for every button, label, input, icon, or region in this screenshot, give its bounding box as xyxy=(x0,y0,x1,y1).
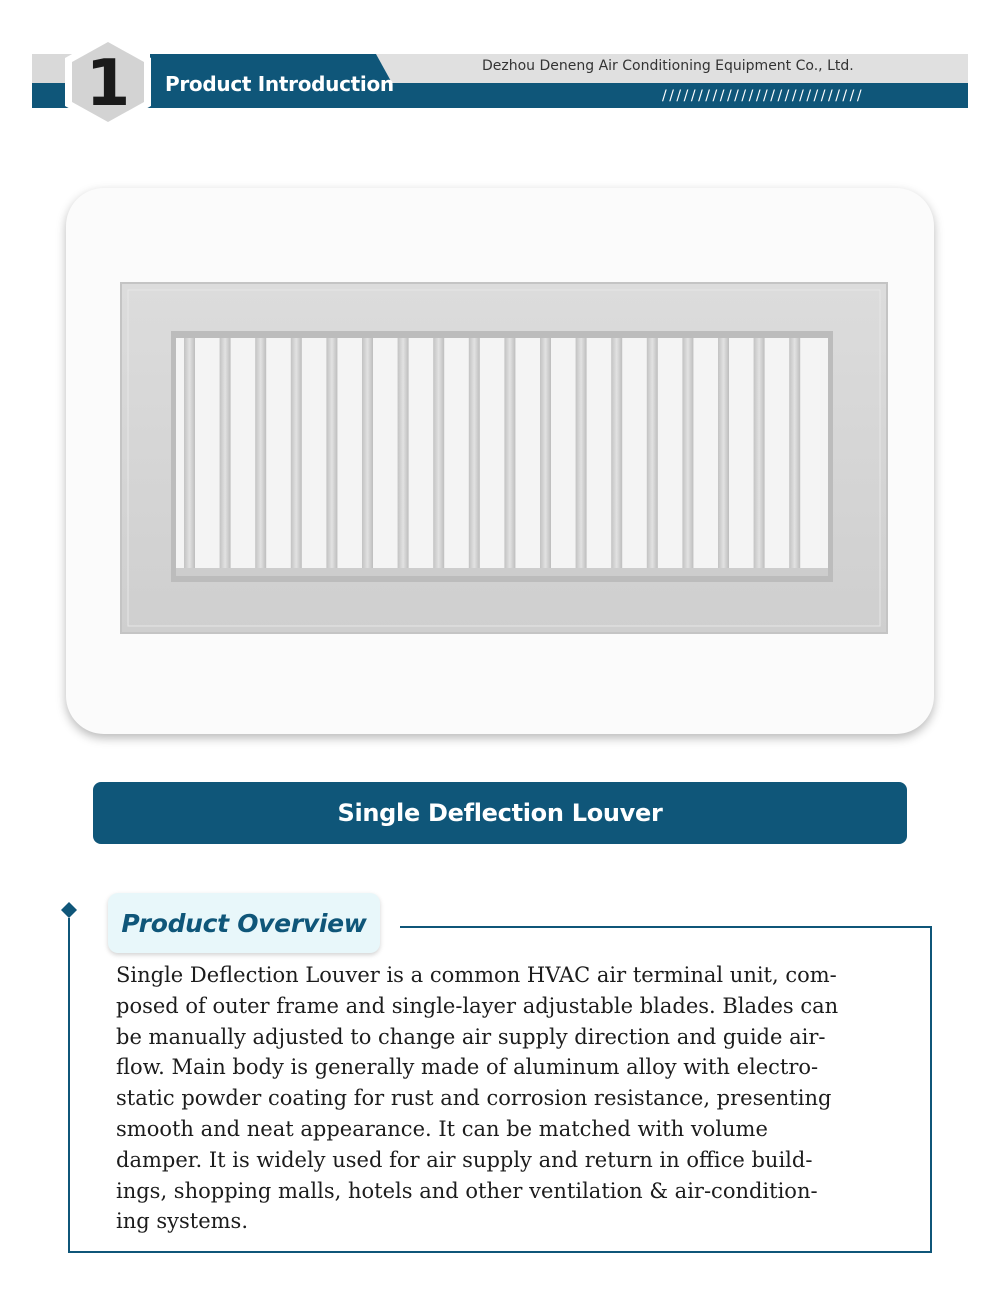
company-name: Dezhou Deneng Air Conditioning Equipment Co., Ltd. xyxy=(482,58,854,74)
overview-line: ing systems. xyxy=(116,1209,249,1234)
louver-blade xyxy=(718,338,729,576)
section-title: Product Introduction xyxy=(165,72,394,96)
louver-blade xyxy=(789,338,800,576)
louver-blade xyxy=(469,338,480,576)
overview-line: posed of outer frame and single-layer adjustable blades. Blades can xyxy=(116,993,839,1018)
header-banner xyxy=(0,0,1000,140)
overview-body xyxy=(116,960,886,1237)
louver-blade xyxy=(647,338,658,576)
overview-heading: Product Overview xyxy=(121,908,367,938)
overview-line: smooth and neat appearance. It can be matched with volume xyxy=(116,1116,768,1141)
louver-blade xyxy=(326,338,337,576)
overview-line: flow. Main body is generally made of aluminum alloy with electro- xyxy=(116,1055,819,1080)
louver-blade xyxy=(754,338,765,576)
product-name: Single Deflection Louver xyxy=(337,799,663,827)
louver-photo-icon xyxy=(66,188,934,734)
decorative-slashes: //////////////////////////// xyxy=(662,88,865,104)
product-photo-card xyxy=(66,188,934,734)
louver-blade xyxy=(611,338,622,576)
overview-line: be manually adjusted to change air supply direction and guide air- xyxy=(116,1024,826,1049)
louver-blade xyxy=(255,338,266,576)
louver-blade xyxy=(220,338,231,576)
louver-blade xyxy=(433,338,444,576)
louver-blade xyxy=(682,338,693,576)
louver-blade xyxy=(504,338,515,576)
louver-blade xyxy=(184,338,195,576)
overview-heading-tab xyxy=(108,893,380,953)
overview-line: Single Deflection Louver is a common HVAC air terminal unit, com- xyxy=(116,963,837,987)
overview-line: damper. It is widely used for air supply and return in office build- xyxy=(116,1147,813,1172)
louver-blade xyxy=(362,338,373,576)
product-name-bar xyxy=(93,782,907,844)
louver-blade xyxy=(576,338,587,576)
louver-blade xyxy=(540,338,551,576)
overview-line: ings, shopping malls, hotels and other ventilation & air-condition- xyxy=(116,1178,818,1203)
louver-blade xyxy=(291,338,302,576)
section-number: 1 xyxy=(85,47,131,121)
overview-line: static powder coating for rust and corrosion resistance, presenting xyxy=(116,1086,832,1111)
louver-blade xyxy=(398,338,409,576)
